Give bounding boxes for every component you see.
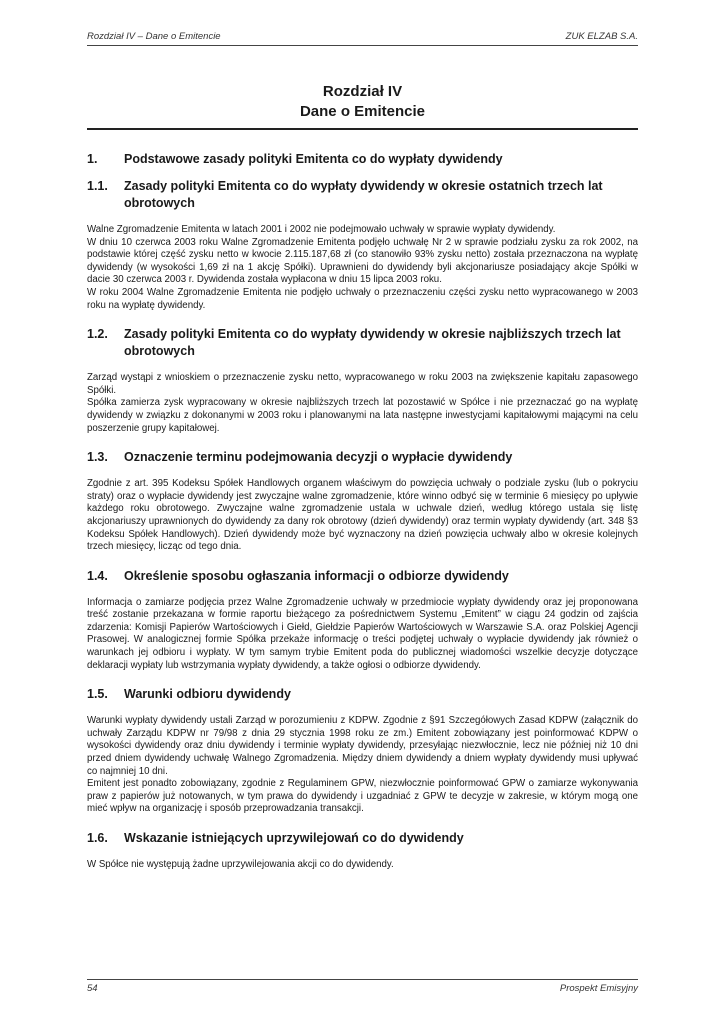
chapter-heading	[87, 82, 638, 122]
paragraph: W dniu 10 czerwca 2003 roku Walne Zgromadzenie Emitenta podjęło uchwałę Nr 2 w sprawie podziału zysku za rok 2002, na podstawie której część zysku netto w kwocie 2.115.187,68 zł (co stanowiło 93% zysku netto) została przeznaczona na wypłatę dywidendy (w wysokości 1,69 zł na 1 akcję Spółki). Uprawnieni do dywidendy byli akcjonariusze posiadający akcje Spółki w dacie 30 czerwca 2003 r. Dywidenda została wypłacona w dniu 15 lipca 2003 roku.	[87, 236, 638, 286]
subsection-1-1	[87, 178, 638, 312]
chapter-divider	[87, 128, 638, 130]
subsection-title: Zasady polityki Emitenta co do wypłaty dywidendy w okresie najbliższych trzech lat obrotowych	[124, 327, 621, 359]
subsection-number: 1.1.	[87, 179, 108, 193]
subsection-1-3	[87, 449, 638, 554]
subsection-title: Wskazanie istniejących uprzywilejowań co do dywidendy	[124, 831, 464, 845]
paragraph: Warunki wypłaty dywidendy ustali Zarząd w porozumieniu z KDPW. Zgodnie z §91 Szczegółowych Zasad KDPW (załącznik do uchwały Zarządu KDPW nr 79/98 z dnia 29 stycznia 1998 roku ze zm.) Emitent zobowiązany jest poinformować KDPW o wysokości dywidendy oraz dniu dywidendy i terminie wypłaty dywidendy, przesyłając niezwłocznie, lecz nie później niż 10 dni przed dniem dywidendy uchwałę Walnego Zgromadzenia. Między dniem dywidendy a dniem wypłaty dywidendy musi upływać co najmniej 10 dni.	[87, 715, 638, 777]
subsection-heading	[87, 449, 638, 466]
running-header-chapter: Rozdział IV – Dane o Emitencie	[87, 31, 221, 42]
subsection-number: 1.6.	[87, 831, 108, 845]
subsection-1-2	[87, 326, 638, 435]
paragraph: Zarząd wystąpi z wnioskiem o przeznaczenie zysku netto, wypracowanego w roku 2003 na zwiększenie kapitału zapasowego Spółki.	[87, 372, 638, 396]
subsection-heading	[87, 568, 638, 585]
chapter-label: Rozdział IV	[322, 83, 403, 100]
page-number: 54	[87, 983, 98, 994]
paragraph: Informacja o zamiarze podjęcia przez Walne Zgromadzenie uchwały w przedmiocie wypłaty dywidendy oraz jej proponowana treść zostanie przekazana w formie raportu bieżącego za pośrednictwem Systemu „Emitent” w ciągu 24 godzin od zajścia zdarzenia: Komisji Papierów Wartościowych i Giełd, Giełdzie Papierów Wartościowych w Warszawie S.A. oraz Polskiej Agencji Prasowej. W analogicznej formie Spółka przekaże informację o treści podjętej uchwały o wypłacie dywidendy jak również o warunkach jej odbioru i wypłaty. W tym samym trybie Emitent poda do publicznej wiadomości wszelkie decyzje dotyczące deklaracji wypłaty lub wstrzymania wypłaty dywidendy, a także ogłosi o odbiorze dywidendy.	[87, 596, 638, 671]
running-footer	[87, 983, 638, 994]
footer-divider	[87, 979, 638, 980]
paragraph: W Spółce nie występują żadne uprzywilejowania akcji co do dywidendy.	[87, 859, 394, 870]
subsection-number: 1.5.	[87, 687, 108, 702]
paragraph: Spółka zamierza zysk wypracowany w okresie najbliższych trzech lat pozostawić w Spółce i nie przeznaczać go na wypłatę dywidendy w związku z dokonanymi w 2003 roku i planowanymi na lata następne inwestycjami kapitałowymi mającymi na celu poszerzenie grupy kapitałowej.	[87, 397, 638, 434]
subsection-title: Oznaczenie terminu podejmowania decyzji o wypłacie dywidendy	[124, 450, 513, 465]
section-heading-1	[87, 150, 638, 168]
subsection-number: 1.3.	[87, 450, 108, 465]
subsection-title: Określenie sposobu ogłaszania informacji o odbiorze dywidendy	[124, 568, 509, 583]
paragraph: W roku 2004 Walne Zgromadzenie Emitenta nie podjęło uchwały o przeznaczeniu części zysku netto wypracowanego w 2003 roku na wypłatę dywidendy.	[87, 286, 638, 311]
running-header-company: ZUK ELZAB S.A.	[565, 31, 638, 42]
subsection-1-6	[87, 830, 638, 872]
subsection-heading	[87, 326, 638, 360]
subsection-title: Zasady polityki Emitenta co do wypłaty dywidendy w okresie ostatnich trzech lat obrotowych	[124, 179, 603, 210]
paragraph: Walne Zgromadzenie Emitenta w latach 2001 i 2002 nie podejmowało uchwały w sprawie wypłaty dywidendy.	[87, 224, 556, 235]
subsection-number: 1.4.	[87, 568, 108, 583]
subsection-1-5	[87, 686, 638, 816]
running-header	[87, 31, 638, 42]
paragraph: Emitent jest ponadto zobowiązany, zgodnie z Regulaminem GPW, niezwłocznie poinformować GPW o zamiarze wykonywania praw z papierów już notowanych, w tym prawa do dywidendy i uzgadniać z GPW te decyzje w zakresie, w którym mogą one mieć wpływ na organizację i sposób przeprowadzania transakcji.	[87, 778, 638, 815]
paragraph: Zgodnie z art. 395 Kodeksu Spółek Handlowych organem właściwym do powzięcia uchwały o podziale zysku (lub o pokryciu straty) oraz o wypłacie dywidendy jest zwyczajne walne zgromadzenie, które winno odbyć się w terminie 6 miesięcy po upływie każdego roku obrotowego. Zwyczajne walne zgromadzenie ustala w uchwale dzień, według którego ustala się listę akcjonariuszy uprawnionych do dywidendy za dany rok obrotowy (dzień dywidendy) oraz termin wypłaty dywidendy (art. 348 §3 Kodeksu Spółek Handlowych). Dzień dywidendy może być wyznaczony na dzień powzięcia uchwały albo w okresie kolejnych trzech miesięcy, licząc od tego dnia.	[87, 478, 638, 553]
chapter-title: Dane o Emitencie	[299, 103, 426, 120]
document-name: Prospekt Emisyjny	[559, 983, 638, 994]
section-number: 1.	[87, 152, 98, 166]
subsection-1-4	[87, 568, 638, 673]
subsection-heading	[87, 178, 638, 212]
subsection-heading	[87, 830, 638, 847]
subsection-heading	[87, 686, 638, 703]
document-body	[87, 150, 638, 886]
subsection-title: Warunki odbioru dywidendy	[124, 687, 291, 702]
header-divider	[87, 45, 638, 46]
section-title: Podstawowe zasady polityki Emitenta co do wypłaty dywidendy	[124, 152, 503, 166]
subsection-number: 1.2.	[87, 327, 108, 342]
